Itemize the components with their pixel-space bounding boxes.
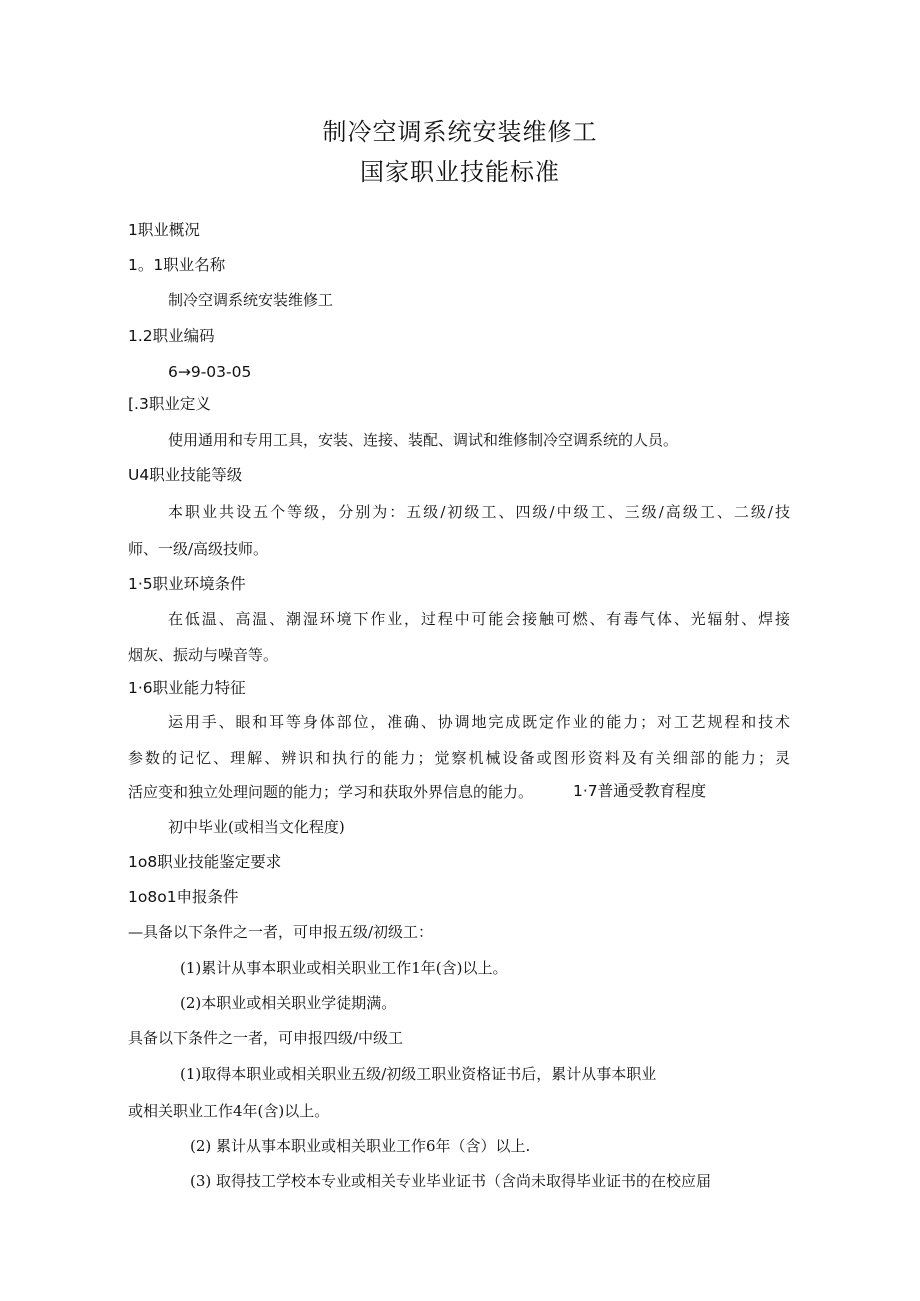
section-heading-1-8: 1o8职业技能鉴定要求 bbox=[128, 853, 282, 871]
level4-condition-intro: 具备以下条件之一者，可申报四级/中级工 bbox=[128, 1029, 404, 1047]
environment-text-line2: 烟灰、振动与噪音等。 bbox=[128, 646, 279, 664]
section-heading-1-8-1: 1o8o1申报条件 bbox=[128, 888, 239, 906]
occupation-name-text: 制冷空调系统安装维修工 bbox=[168, 291, 334, 309]
environment-text-line1: 在低温、高温、潮湿环境下作业，过程中可能会接触可燃、有毒气体、光辐射、焊接 bbox=[168, 610, 790, 628]
occupation-code-text: 6→9-03-05 bbox=[168, 363, 252, 381]
level4-condition-3: (3) 取得技工学校本专业或相关专业毕业证书（含尚未取得毕业证书的在校应届 bbox=[190, 1172, 712, 1190]
education-text: 初中毕业(或相当文化程度) bbox=[168, 818, 345, 836]
section-heading-1-4: U4职业技能等级 bbox=[128, 466, 243, 484]
level5-condition-intro: —具备以下条件之一者，可申报五级/初级工： bbox=[128, 923, 434, 941]
level5-condition-1: (1)累计从事本职业或相关职业工作1年(含)以上。 bbox=[180, 959, 508, 977]
occupation-definition-text: 使用通用和专用工具，安装、连接、装配、调试和维修制冷空调系统的人员。 bbox=[168, 431, 679, 449]
section-heading-1: 1职业概况 bbox=[128, 221, 200, 239]
level5-condition-2: (2)本职业或相关职业学徒期满。 bbox=[180, 994, 397, 1012]
document-subtitle: 国家职业技能标准 bbox=[360, 158, 560, 186]
section-heading-1-1: 1。1职业名称 bbox=[128, 256, 226, 274]
section-heading-1-3: [.3职业定义 bbox=[128, 395, 211, 413]
section-heading-1-6: 1·6职业能力特征 bbox=[128, 679, 246, 697]
skill-level-text-line1: 本职业共设五个等级，分别为：五级/初级工、四级/中级工、三级/高级工、二级/技 bbox=[168, 503, 790, 521]
level4-condition-1-line2: 或相关职业工作4年(含)以上。 bbox=[128, 1102, 330, 1120]
level4-condition-1-line1: (1)取得本职业或相关职业五级/初级工职业资格证书后，累计从事本职业 bbox=[180, 1065, 657, 1083]
section-heading-1-7: 1·7普通受教育程度 bbox=[573, 782, 707, 800]
level4-condition-2: (2) 累计从事本职业或相关职业工作6年（含）以上. bbox=[190, 1137, 531, 1155]
section-heading-1-5: 1·5职业环境条件 bbox=[128, 575, 246, 593]
ability-text-line2: 参数的记忆、理解、辨识和执行的能力；觉察机械设备或图形资料及有关细部的能力；灵 bbox=[128, 749, 790, 767]
section-heading-1-2: 1.2职业编码 bbox=[128, 327, 215, 345]
ability-text-line1: 运用手、眼和耳等身体部位，准确、协调地完成既定作业的能力；对工艺规程和技术 bbox=[168, 713, 790, 731]
ability-text-line3: 活应变和独立处理问题的能力；学习和获取外界信息的能力。 bbox=[128, 783, 534, 801]
skill-level-text-line2: 师、一级/高级技师。 bbox=[128, 540, 269, 558]
document-title: 制冷空调系统安装维修工 bbox=[322, 118, 598, 146]
